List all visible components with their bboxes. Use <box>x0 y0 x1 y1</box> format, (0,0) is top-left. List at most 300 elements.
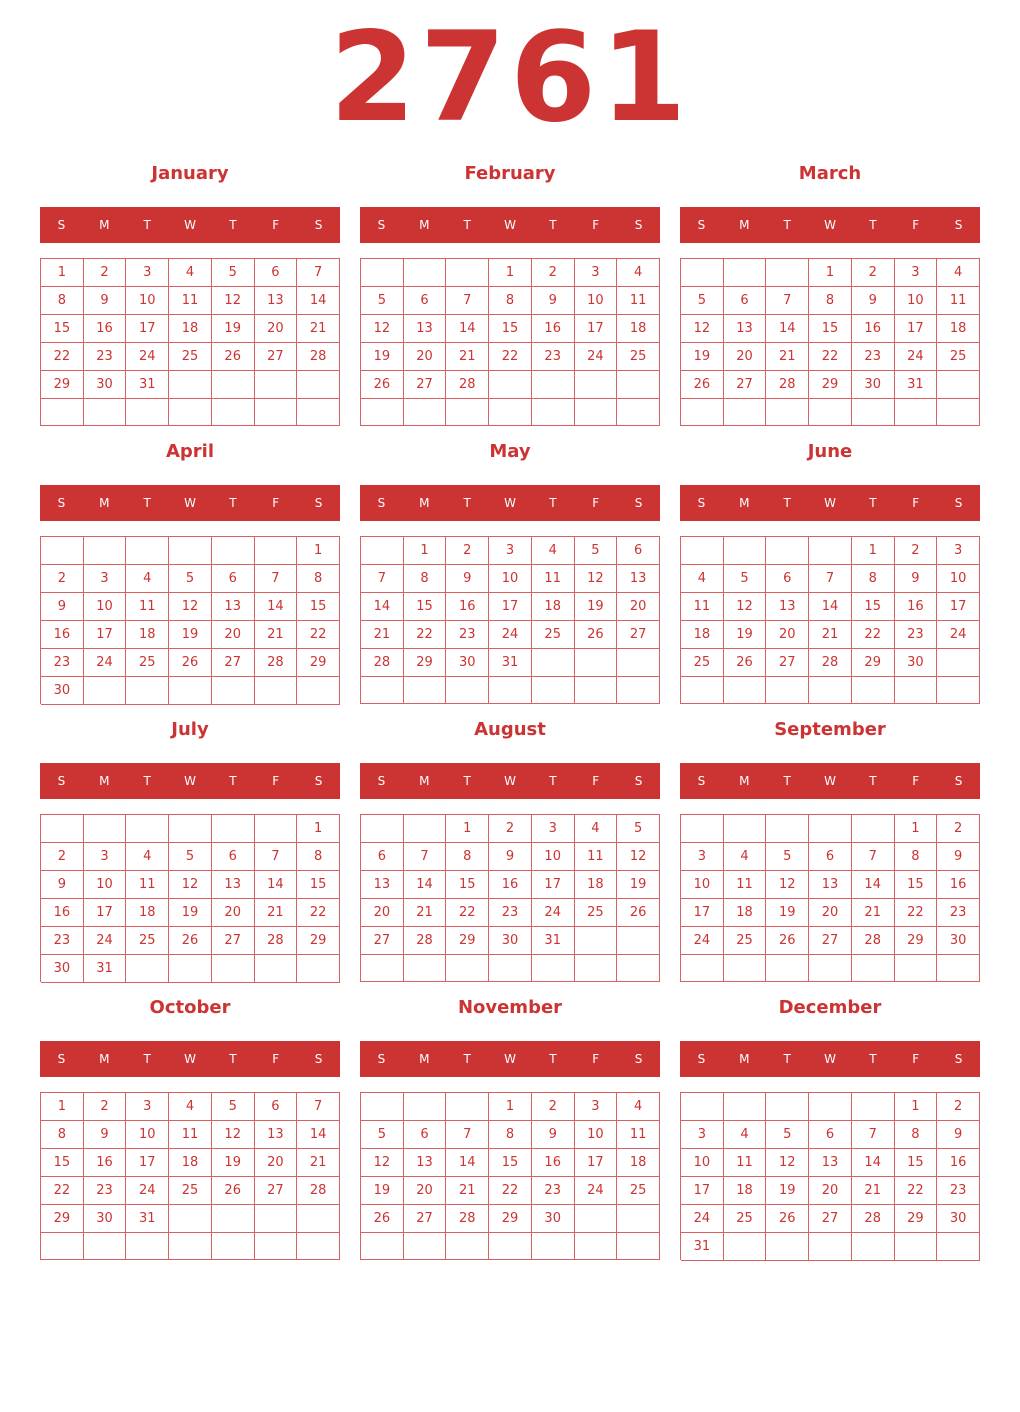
empty-day-cell <box>404 1233 447 1260</box>
day-cell: 3 <box>937 537 980 565</box>
day-cell: 22 <box>895 899 938 927</box>
day-cell: 24 <box>126 1177 169 1205</box>
weekday-label: F <box>912 774 920 788</box>
day-cell: 23 <box>532 1177 575 1205</box>
day-cell: 14 <box>766 315 809 343</box>
day-cell: 6 <box>255 259 298 287</box>
empty-day-cell <box>489 955 532 982</box>
empty-day-cell <box>852 815 895 843</box>
day-cell: 10 <box>532 843 575 871</box>
day-cell: 9 <box>489 843 532 871</box>
weekday-label: W <box>504 1052 516 1066</box>
day-cell: 29 <box>297 649 340 677</box>
day-cell: 15 <box>489 315 532 343</box>
day-cell: 12 <box>361 1149 404 1177</box>
month-name: March <box>798 163 862 184</box>
day-cell: 30 <box>84 371 127 399</box>
weekday-header <box>360 207 660 243</box>
day-cell: 26 <box>361 1205 404 1233</box>
day-cell: 31 <box>126 1205 169 1233</box>
day-grid <box>680 814 980 982</box>
day-cell: 1 <box>489 259 532 287</box>
weekday-label: T <box>549 1052 557 1066</box>
day-cell: 3 <box>575 259 618 287</box>
empty-day-cell <box>852 1093 895 1121</box>
weekday-header <box>40 1041 340 1077</box>
month-name: December <box>778 997 882 1018</box>
day-cell: 26 <box>766 1205 809 1233</box>
day-cell: 15 <box>297 871 340 899</box>
day-cell: 14 <box>255 871 298 899</box>
day-cell: 26 <box>212 1177 255 1205</box>
weekday-header <box>40 485 340 521</box>
empty-day-cell <box>84 1233 127 1260</box>
weekday-label: T <box>783 496 791 510</box>
day-cell: 9 <box>41 593 84 621</box>
empty-day-cell <box>809 399 852 426</box>
day-cell: 30 <box>446 649 489 677</box>
day-cell: 13 <box>212 593 255 621</box>
empty-day-cell <box>766 1233 809 1261</box>
day-cell: 19 <box>766 1177 809 1205</box>
day-cell: 9 <box>532 287 575 315</box>
day-cell: 22 <box>404 621 447 649</box>
day-cell: 15 <box>297 593 340 621</box>
weekday-header <box>360 485 660 521</box>
day-cell: 19 <box>766 899 809 927</box>
day-cell: 11 <box>937 287 980 315</box>
day-cell: 6 <box>255 1093 298 1121</box>
day-cell: 8 <box>895 843 938 871</box>
day-cell: 22 <box>809 343 852 371</box>
day-cell: 21 <box>255 621 298 649</box>
empty-day-cell <box>575 677 618 704</box>
day-cell: 7 <box>446 1121 489 1149</box>
day-cell: 20 <box>212 899 255 927</box>
day-cell: 24 <box>681 927 724 955</box>
day-cell: 1 <box>41 1093 84 1121</box>
day-cell: 25 <box>724 927 767 955</box>
day-cell: 22 <box>297 899 340 927</box>
day-cell: 20 <box>212 621 255 649</box>
day-cell: 2 <box>895 537 938 565</box>
day-cell: 27 <box>724 371 767 399</box>
day-cell: 29 <box>489 1205 532 1233</box>
day-cell: 8 <box>809 287 852 315</box>
empty-day-cell <box>617 955 660 982</box>
day-grid <box>680 536 980 704</box>
weekday-label: S <box>57 496 66 510</box>
day-cell: 24 <box>126 343 169 371</box>
day-cell: 15 <box>41 315 84 343</box>
empty-day-cell <box>766 399 809 426</box>
day-cell: 21 <box>446 343 489 371</box>
day-grid <box>40 258 340 426</box>
empty-day-cell <box>404 1093 447 1121</box>
empty-day-cell <box>617 677 660 704</box>
day-cell: 12 <box>766 1149 809 1177</box>
day-cell: 8 <box>297 843 340 871</box>
day-cell: 23 <box>84 343 127 371</box>
day-cell: 2 <box>84 259 127 287</box>
empty-day-cell <box>212 677 255 705</box>
day-cell: 21 <box>404 899 447 927</box>
weekday-label: T <box>783 774 791 788</box>
day-cell: 4 <box>724 843 767 871</box>
month-name: June <box>807 441 853 462</box>
day-cell: 17 <box>575 315 618 343</box>
empty-day-cell <box>404 259 447 287</box>
day-cell: 6 <box>809 1121 852 1149</box>
day-cell: 1 <box>852 537 895 565</box>
day-cell: 1 <box>41 259 84 287</box>
weekday-label: S <box>697 218 706 232</box>
day-cell: 2 <box>852 259 895 287</box>
empty-day-cell <box>895 399 938 426</box>
day-cell: 25 <box>681 649 724 677</box>
empty-day-cell <box>255 815 298 843</box>
day-cell: 20 <box>255 315 298 343</box>
day-cell: 14 <box>852 871 895 899</box>
month-name: August <box>474 719 546 740</box>
day-cell: 1 <box>404 537 447 565</box>
empty-day-cell <box>297 1233 340 1260</box>
weekday-label: W <box>504 218 516 232</box>
day-cell: 3 <box>489 537 532 565</box>
weekday-label: M <box>739 218 750 232</box>
weekday-label: T <box>463 1052 471 1066</box>
empty-day-cell <box>361 815 404 843</box>
day-cell: 7 <box>297 1093 340 1121</box>
day-cell: 16 <box>895 593 938 621</box>
empty-day-cell <box>361 1093 404 1121</box>
day-cell: 27 <box>617 621 660 649</box>
empty-day-cell <box>809 1093 852 1121</box>
day-cell: 18 <box>617 1149 660 1177</box>
day-cell: 11 <box>617 1121 660 1149</box>
day-cell: 9 <box>937 1121 980 1149</box>
day-cell: 20 <box>404 1177 447 1205</box>
empty-day-cell <box>297 371 340 399</box>
weekday-label: T <box>143 774 151 788</box>
day-cell: 29 <box>895 927 938 955</box>
empty-day-cell <box>255 1205 298 1233</box>
day-cell: 17 <box>681 899 724 927</box>
day-cell: 12 <box>212 287 255 315</box>
day-cell: 6 <box>617 537 660 565</box>
weekday-label: S <box>634 496 643 510</box>
weekday-label: T <box>229 218 237 232</box>
empty-day-cell <box>724 537 767 565</box>
empty-day-cell <box>724 399 767 426</box>
weekday-label: T <box>869 496 877 510</box>
day-grid <box>40 536 340 704</box>
day-cell: 16 <box>84 1149 127 1177</box>
empty-day-cell <box>297 955 340 983</box>
day-cell: 21 <box>297 1149 340 1177</box>
empty-day-cell <box>212 955 255 983</box>
weekday-label: W <box>504 774 516 788</box>
day-cell: 13 <box>617 565 660 593</box>
day-cell: 19 <box>169 899 212 927</box>
day-cell: 12 <box>766 871 809 899</box>
weekday-label: F <box>592 496 600 510</box>
empty-day-cell <box>84 677 127 705</box>
weekday-label: F <box>592 774 600 788</box>
weekday-label: F <box>592 218 600 232</box>
day-cell: 12 <box>724 593 767 621</box>
empty-day-cell <box>532 1233 575 1260</box>
day-cell: 17 <box>84 621 127 649</box>
day-cell: 28 <box>255 649 298 677</box>
empty-day-cell <box>617 371 660 399</box>
day-cell: 16 <box>41 621 84 649</box>
day-cell: 4 <box>169 1093 212 1121</box>
empty-day-cell <box>169 371 212 399</box>
day-cell: 21 <box>852 1177 895 1205</box>
day-cell: 9 <box>532 1121 575 1149</box>
day-cell: 4 <box>617 259 660 287</box>
day-cell: 12 <box>617 843 660 871</box>
day-cell: 13 <box>724 315 767 343</box>
day-cell: 23 <box>937 1177 980 1205</box>
day-cell: 21 <box>446 1177 489 1205</box>
weekday-label: S <box>314 774 323 788</box>
day-cell: 10 <box>126 287 169 315</box>
empty-day-cell <box>255 1233 298 1260</box>
day-cell: 6 <box>766 565 809 593</box>
day-cell: 18 <box>169 315 212 343</box>
day-cell: 29 <box>446 927 489 955</box>
day-cell: 1 <box>297 537 340 565</box>
weekday-label: S <box>954 774 963 788</box>
day-cell: 19 <box>212 315 255 343</box>
empty-day-cell <box>212 1205 255 1233</box>
day-cell: 23 <box>489 899 532 927</box>
day-cell: 17 <box>532 871 575 899</box>
day-cell: 8 <box>297 565 340 593</box>
day-cell: 28 <box>297 1177 340 1205</box>
day-cell: 4 <box>617 1093 660 1121</box>
day-cell: 13 <box>809 871 852 899</box>
empty-day-cell <box>809 1233 852 1261</box>
weekday-header <box>40 207 340 243</box>
weekday-label: T <box>549 774 557 788</box>
weekday-label: T <box>229 774 237 788</box>
month-name: September <box>774 719 886 740</box>
day-cell: 23 <box>84 1177 127 1205</box>
day-cell: 3 <box>681 843 724 871</box>
day-cell: 5 <box>169 843 212 871</box>
day-cell: 16 <box>84 315 127 343</box>
weekday-label: S <box>697 496 706 510</box>
empty-day-cell <box>169 399 212 426</box>
empty-day-cell <box>937 649 980 677</box>
weekday-label: S <box>314 496 323 510</box>
weekday-label: T <box>143 1052 151 1066</box>
day-cell: 28 <box>404 927 447 955</box>
weekday-label: W <box>504 496 516 510</box>
weekday-label: T <box>783 218 791 232</box>
day-cell: 26 <box>575 621 618 649</box>
weekday-label: S <box>377 774 386 788</box>
day-cell: 28 <box>809 649 852 677</box>
day-cell: 7 <box>404 843 447 871</box>
empty-day-cell <box>446 955 489 982</box>
weekday-label: T <box>463 218 471 232</box>
day-cell: 5 <box>169 565 212 593</box>
month-name: May <box>489 441 531 462</box>
day-cell: 9 <box>84 287 127 315</box>
day-cell: 7 <box>446 287 489 315</box>
day-cell: 26 <box>169 649 212 677</box>
weekday-label: W <box>184 1052 196 1066</box>
day-cell: 3 <box>895 259 938 287</box>
day-grid <box>40 1092 340 1260</box>
empty-day-cell <box>41 1233 84 1260</box>
month-name: April <box>165 441 215 462</box>
day-cell: 5 <box>361 1121 404 1149</box>
weekday-label: T <box>229 1052 237 1066</box>
weekday-label: M <box>419 1052 430 1066</box>
day-grid <box>680 1092 980 1260</box>
day-cell: 6 <box>361 843 404 871</box>
day-cell: 16 <box>532 1149 575 1177</box>
weekday-label: S <box>634 774 643 788</box>
day-cell: 4 <box>126 843 169 871</box>
day-cell: 18 <box>126 899 169 927</box>
day-cell: 25 <box>126 649 169 677</box>
day-cell: 20 <box>724 343 767 371</box>
empty-day-cell <box>361 677 404 704</box>
day-cell: 6 <box>212 843 255 871</box>
empty-day-cell <box>446 259 489 287</box>
empty-day-cell <box>766 537 809 565</box>
empty-day-cell <box>766 1093 809 1121</box>
day-cell: 10 <box>895 287 938 315</box>
year-title: 2761 <box>329 6 691 150</box>
weekday-label: S <box>954 496 963 510</box>
day-cell: 18 <box>724 899 767 927</box>
day-cell: 13 <box>404 1149 447 1177</box>
day-cell: 1 <box>809 259 852 287</box>
empty-day-cell <box>532 399 575 426</box>
day-cell: 1 <box>446 815 489 843</box>
empty-day-cell <box>681 399 724 426</box>
empty-day-cell <box>489 677 532 704</box>
empty-day-cell <box>169 955 212 983</box>
empty-day-cell <box>255 955 298 983</box>
day-cell: 23 <box>895 621 938 649</box>
day-cell: 11 <box>126 871 169 899</box>
weekday-label: F <box>272 1052 280 1066</box>
empty-day-cell <box>41 537 84 565</box>
day-cell: 17 <box>895 315 938 343</box>
day-cell: 18 <box>575 871 618 899</box>
day-cell: 19 <box>361 1177 404 1205</box>
day-cell: 27 <box>766 649 809 677</box>
weekday-label: M <box>99 1052 110 1066</box>
weekday-label: S <box>57 218 66 232</box>
empty-day-cell <box>532 649 575 677</box>
day-cell: 7 <box>852 843 895 871</box>
empty-day-cell <box>169 1205 212 1233</box>
day-cell: 6 <box>724 287 767 315</box>
day-cell: 29 <box>297 927 340 955</box>
weekday-label: W <box>184 218 196 232</box>
day-cell: 11 <box>532 565 575 593</box>
day-cell: 16 <box>41 899 84 927</box>
empty-day-cell <box>361 1233 404 1260</box>
day-cell: 8 <box>41 1121 84 1149</box>
weekday-label: S <box>954 218 963 232</box>
weekday-label: F <box>912 1052 920 1066</box>
weekday-label: T <box>143 496 151 510</box>
day-cell: 16 <box>489 871 532 899</box>
day-cell: 29 <box>404 649 447 677</box>
day-cell: 11 <box>617 287 660 315</box>
day-cell: 8 <box>404 565 447 593</box>
day-cell: 6 <box>212 565 255 593</box>
day-cell: 28 <box>361 649 404 677</box>
day-cell: 18 <box>169 1149 212 1177</box>
day-cell: 4 <box>169 259 212 287</box>
day-cell: 11 <box>169 1121 212 1149</box>
day-cell: 11 <box>126 593 169 621</box>
day-cell: 20 <box>617 593 660 621</box>
weekday-label: W <box>824 218 836 232</box>
empty-day-cell <box>361 955 404 982</box>
empty-day-cell <box>617 399 660 426</box>
day-cell: 27 <box>809 927 852 955</box>
day-cell: 13 <box>212 871 255 899</box>
day-cell: 2 <box>41 843 84 871</box>
day-cell: 10 <box>681 871 724 899</box>
day-cell: 18 <box>126 621 169 649</box>
day-cell: 21 <box>361 621 404 649</box>
day-cell: 4 <box>575 815 618 843</box>
day-cell: 17 <box>489 593 532 621</box>
day-cell: 1 <box>895 815 938 843</box>
weekday-label: T <box>549 496 557 510</box>
day-cell: 16 <box>937 871 980 899</box>
empty-day-cell <box>212 815 255 843</box>
day-cell: 19 <box>169 621 212 649</box>
empty-day-cell <box>446 1093 489 1121</box>
day-cell: 31 <box>489 649 532 677</box>
day-cell: 31 <box>895 371 938 399</box>
weekday-label: S <box>634 1052 643 1066</box>
day-cell: 11 <box>169 287 212 315</box>
day-cell: 5 <box>766 1121 809 1149</box>
empty-day-cell <box>852 677 895 704</box>
empty-day-cell <box>169 677 212 705</box>
weekday-header <box>680 1041 980 1077</box>
day-cell: 2 <box>41 565 84 593</box>
day-cell: 25 <box>617 343 660 371</box>
weekday-label: F <box>592 1052 600 1066</box>
empty-day-cell <box>297 677 340 705</box>
day-cell: 28 <box>852 1205 895 1233</box>
day-cell: 18 <box>937 315 980 343</box>
day-cell: 21 <box>809 621 852 649</box>
day-cell: 8 <box>41 287 84 315</box>
day-cell: 22 <box>41 343 84 371</box>
day-cell: 26 <box>766 927 809 955</box>
day-cell: 5 <box>617 815 660 843</box>
day-cell: 4 <box>724 1121 767 1149</box>
day-cell: 12 <box>575 565 618 593</box>
